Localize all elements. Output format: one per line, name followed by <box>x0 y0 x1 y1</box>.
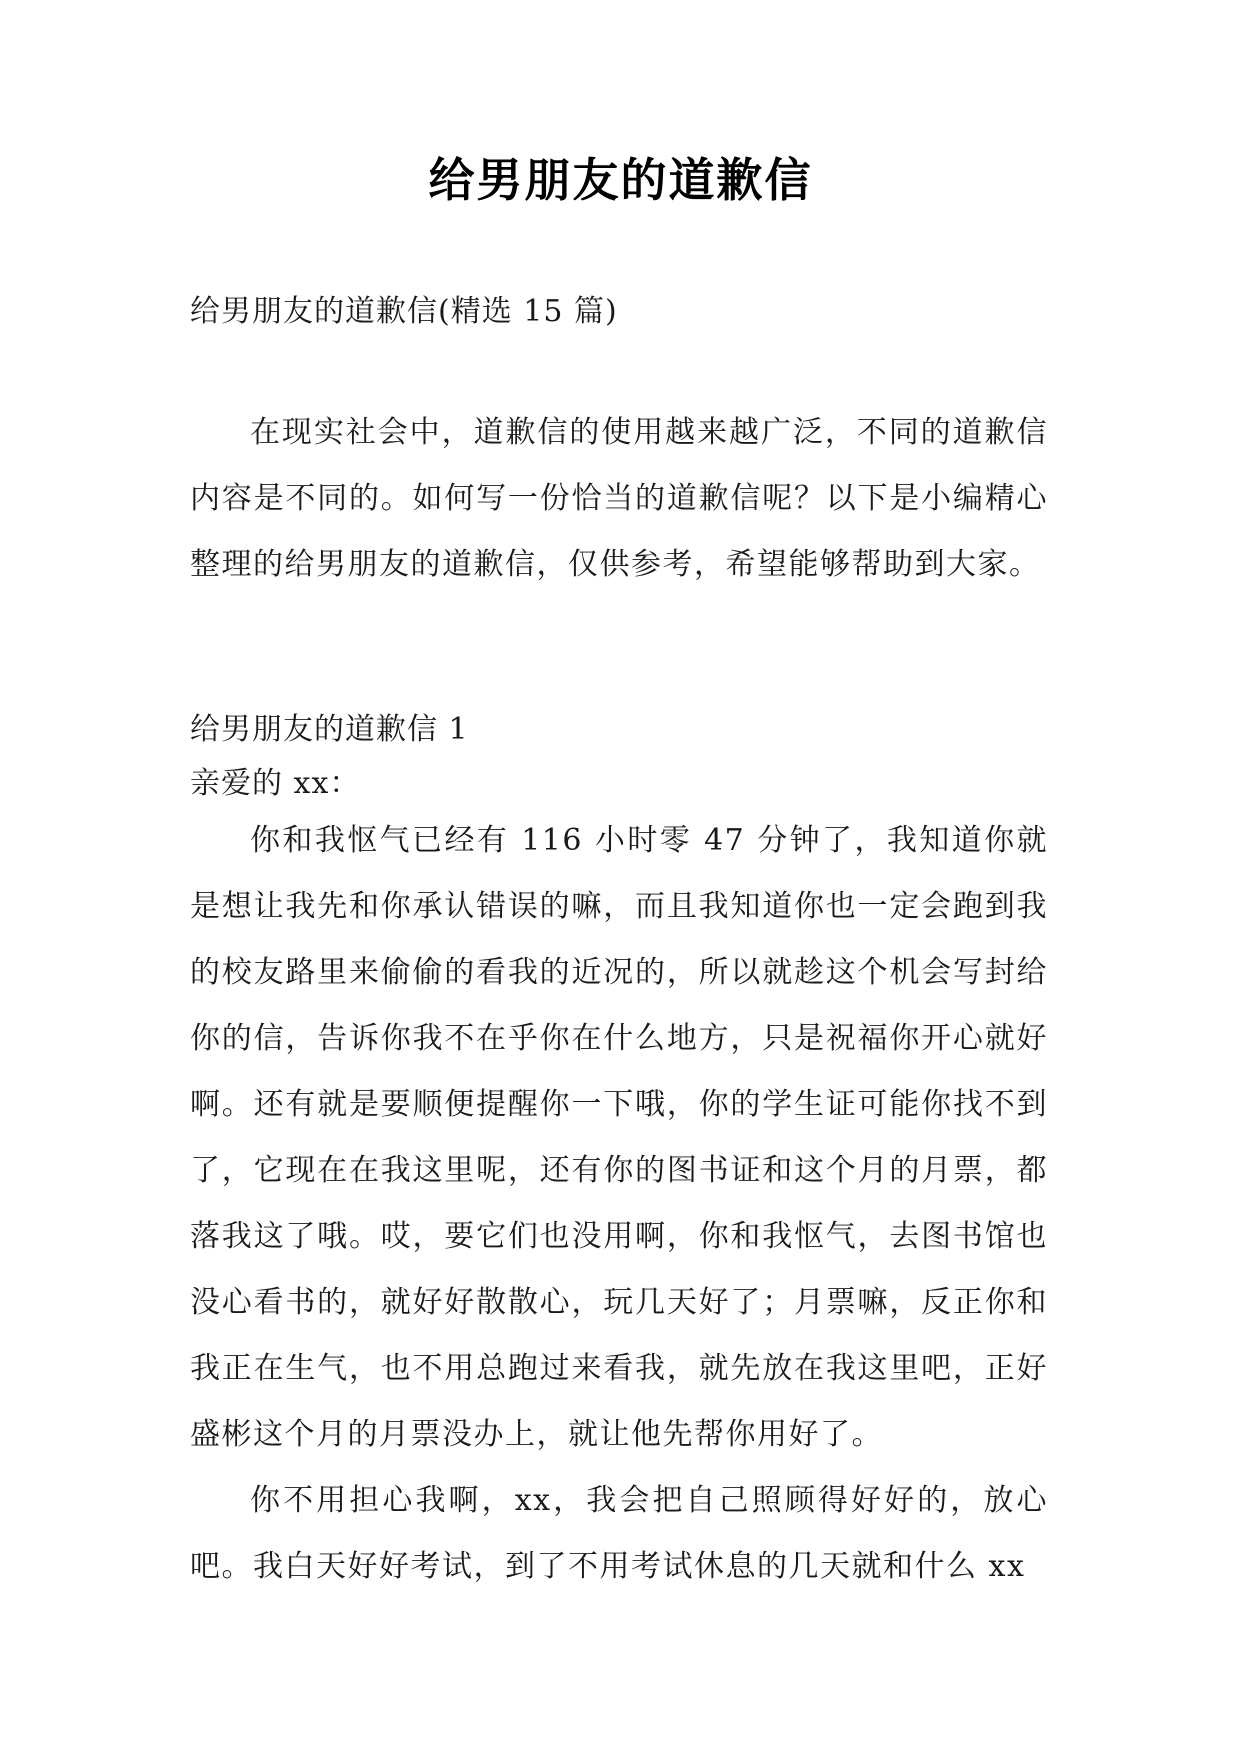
letter-salutation: 亲爱的 xx： <box>190 766 361 801</box>
intro-paragraph: 在现实社会中，道歉信的使用越来越广泛，不同的道歉信内容是不同的。如何写一份恰当的道歉信呢？以下是小编精心整理的给男朋友的道歉信，仅供参考，希望能够帮助到大家。 <box>190 415 1048 582</box>
letter-heading: 给男朋友的道歉信 1 <box>190 712 469 747</box>
letter-body-paragraph-1: 你和我怄气已经有 116 小时零 47 分钟了，我知道你就是想让我先和你承认错误的嘛，而且我知道你也一定会跑到我的校友路里来偷偷的看我的近况的，所以就趁这个机会写封给你的信，告诉你我不在乎你在什么地方，只是祝福你开心就好啊。还有就是要顺便提醒你一下哦，你的学生证可能你找不到了，它现在在我这里呢，还有你的图书证和这个月的月票，都落我这了哦。哎，要它们也没用啊，你和我怄气，去图书馆也没心看书的，就好好散散心，玩几天好了；月票嘛，反正你和我正在生气，也不用总跑过来看我，就先放在我这里吧，正好盛彬这个月的月票没办上，就让他先帮你用好了。 <box>190 823 1048 1452</box>
letter-body-paragraph-2: 你不用担心我啊，xx，我会把自己照顾得好好的，放心吧。我白天好好考试，到了不用考试休息的几天就和什么 xx <box>190 1483 1048 1584</box>
document-subtitle: 给男朋友的道歉信(精选 15 篇) <box>190 294 618 329</box>
document-title: 给男朋友的道歉信 <box>428 153 813 207</box>
